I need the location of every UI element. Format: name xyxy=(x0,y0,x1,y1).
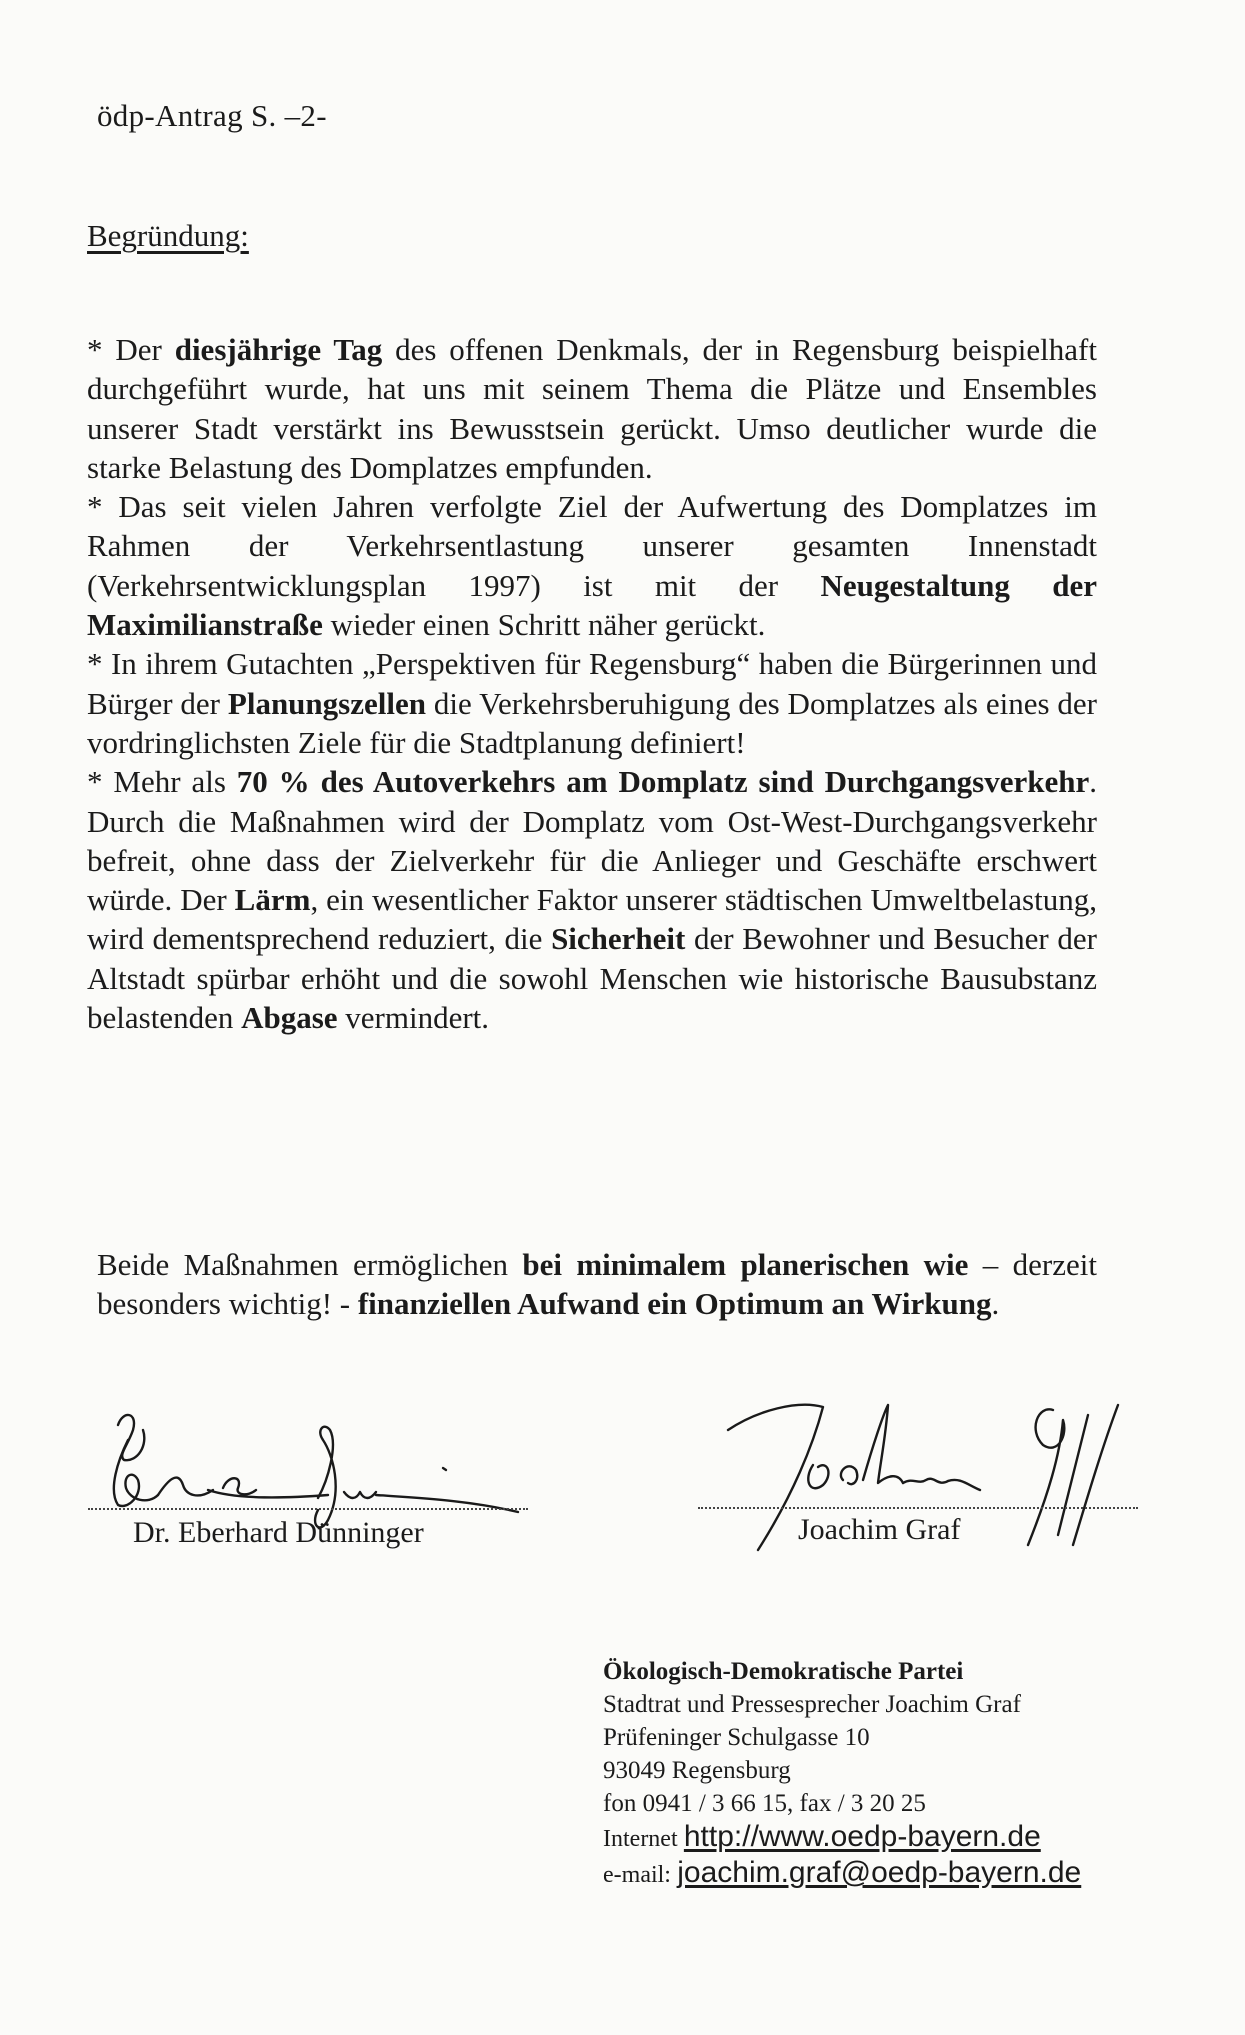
address-line: 93049 Regensburg xyxy=(603,1757,791,1784)
text-run-bold: 70 % des Autoverkehrs am Domplatz sind Durchgangsverkehr xyxy=(236,764,1090,800)
text-run-bold: Abgase xyxy=(241,1000,338,1036)
email-link[interactable]: joachim.graf@oedp-bayern.de xyxy=(677,1856,1082,1889)
text-run-bold: finanziellen Aufwand ein Optimum an Wirkung xyxy=(357,1286,992,1321)
text-run-bold: Planungszellen xyxy=(227,685,426,721)
address-line: Stadtrat und Pressesprecher Joachim Graf xyxy=(603,1691,1021,1718)
section-heading: Begründung: xyxy=(87,218,249,253)
text-run-bold: Sicherheit xyxy=(551,921,686,957)
email-label: e-mail: xyxy=(603,1862,671,1888)
contact-address xyxy=(603,1655,1081,1892)
text-run: des offenen Denkmals, der in Regensburg beispielhaft durchgeführt wurde, hat uns mit seinem Thema die Plätze und Ensembles unserer Stadt verstärkt ins Bewusstsein gerückt. Umso deutlicher wurde die starke Belastung des Domplatzes empfunden. xyxy=(87,332,1097,485)
internet-label: Internet xyxy=(603,1826,678,1852)
closing-paragraph xyxy=(97,1245,1097,1323)
address-line: Prüfeninger Schulgasse 10 xyxy=(603,1724,870,1751)
text-run: wieder einen Schritt näher gerückt. xyxy=(322,607,766,643)
text-run-bold: Neugestaltung der Maximilianstraße xyxy=(87,567,1097,643)
text-run: * In ihrem Gutachten „Perspektiven für Regensburg“ haben die Bürgerinnen und Bürger der xyxy=(87,646,1097,721)
email-row xyxy=(603,1856,1081,1892)
website-link[interactable]: http://www.oedp-bayern.de xyxy=(683,1820,1041,1853)
text-run: die Verkehrsberuhigung des Domplatzes als eines der vordringlichsten Ziele für die Stadtplanung definiert! xyxy=(87,685,1097,760)
organization-name: Ökologisch-Demokratische Partei xyxy=(603,1658,964,1685)
text-run: * Der xyxy=(87,332,175,367)
internet-row xyxy=(603,1820,1081,1856)
signature-line-right xyxy=(698,1507,1138,1509)
paragraph-2 xyxy=(87,487,1097,644)
signatory-name-left: Dr. Eberhard Dünninger xyxy=(133,1516,424,1549)
text-run-bold: Lärm xyxy=(234,882,311,918)
page-header: ödp-Antrag S. –2- xyxy=(97,98,327,133)
paragraph-3 xyxy=(87,644,1097,762)
phone-fax: fon 0941 / 3 66 15, fax / 3 20 25 xyxy=(603,1790,926,1817)
body-text xyxy=(87,330,1097,1037)
text-run: vermindert. xyxy=(337,1000,490,1036)
signature-block-left xyxy=(88,1400,528,1560)
signature-block-right xyxy=(698,1385,1168,1560)
text-run: . xyxy=(991,1286,1000,1321)
signature-line-left xyxy=(88,1508,528,1510)
text-run: * Das seit vielen Jahren verfolgte Ziel der Aufwertung des Domplatzes im Rahmen der Verkehrsentlastung unserer gesamten Innenstadt (Verkehrsentwicklungsplan 1997) ist mit der xyxy=(87,489,1097,603)
paragraph-4 xyxy=(87,762,1097,1037)
text-run: * Mehr als xyxy=(87,764,237,800)
text-run: der Bewohner und Besucher der Altstadt spürbar erhöht und die sowohl Menschen wie historische Bausubstanz belastenden xyxy=(87,921,1097,1036)
text-run-bold: bei minimalem planerischen wie xyxy=(522,1247,969,1282)
text-run: , ein wesentlicher Faktor unserer städtischen Umweltbelastung, wird dementsprechend reduziert, die xyxy=(87,882,1097,957)
text-run: . Durch die Maßnahmen wird der Domplatz vom Ost-West-Durchgangsverkehr befreit, ohne dass der Zielverkehr für die Anlieger und Geschäfte erschwert würde. Der xyxy=(87,764,1097,918)
text-run-bold: diesjährige Tag xyxy=(174,332,383,367)
text-run: – derzeit besonders wichtig! - xyxy=(97,1247,1097,1321)
paragraph-1 xyxy=(87,330,1097,487)
signatory-name-right: Joachim Graf xyxy=(798,1513,961,1546)
text-run: Beide Maßnahmen ermöglichen xyxy=(97,1247,523,1282)
